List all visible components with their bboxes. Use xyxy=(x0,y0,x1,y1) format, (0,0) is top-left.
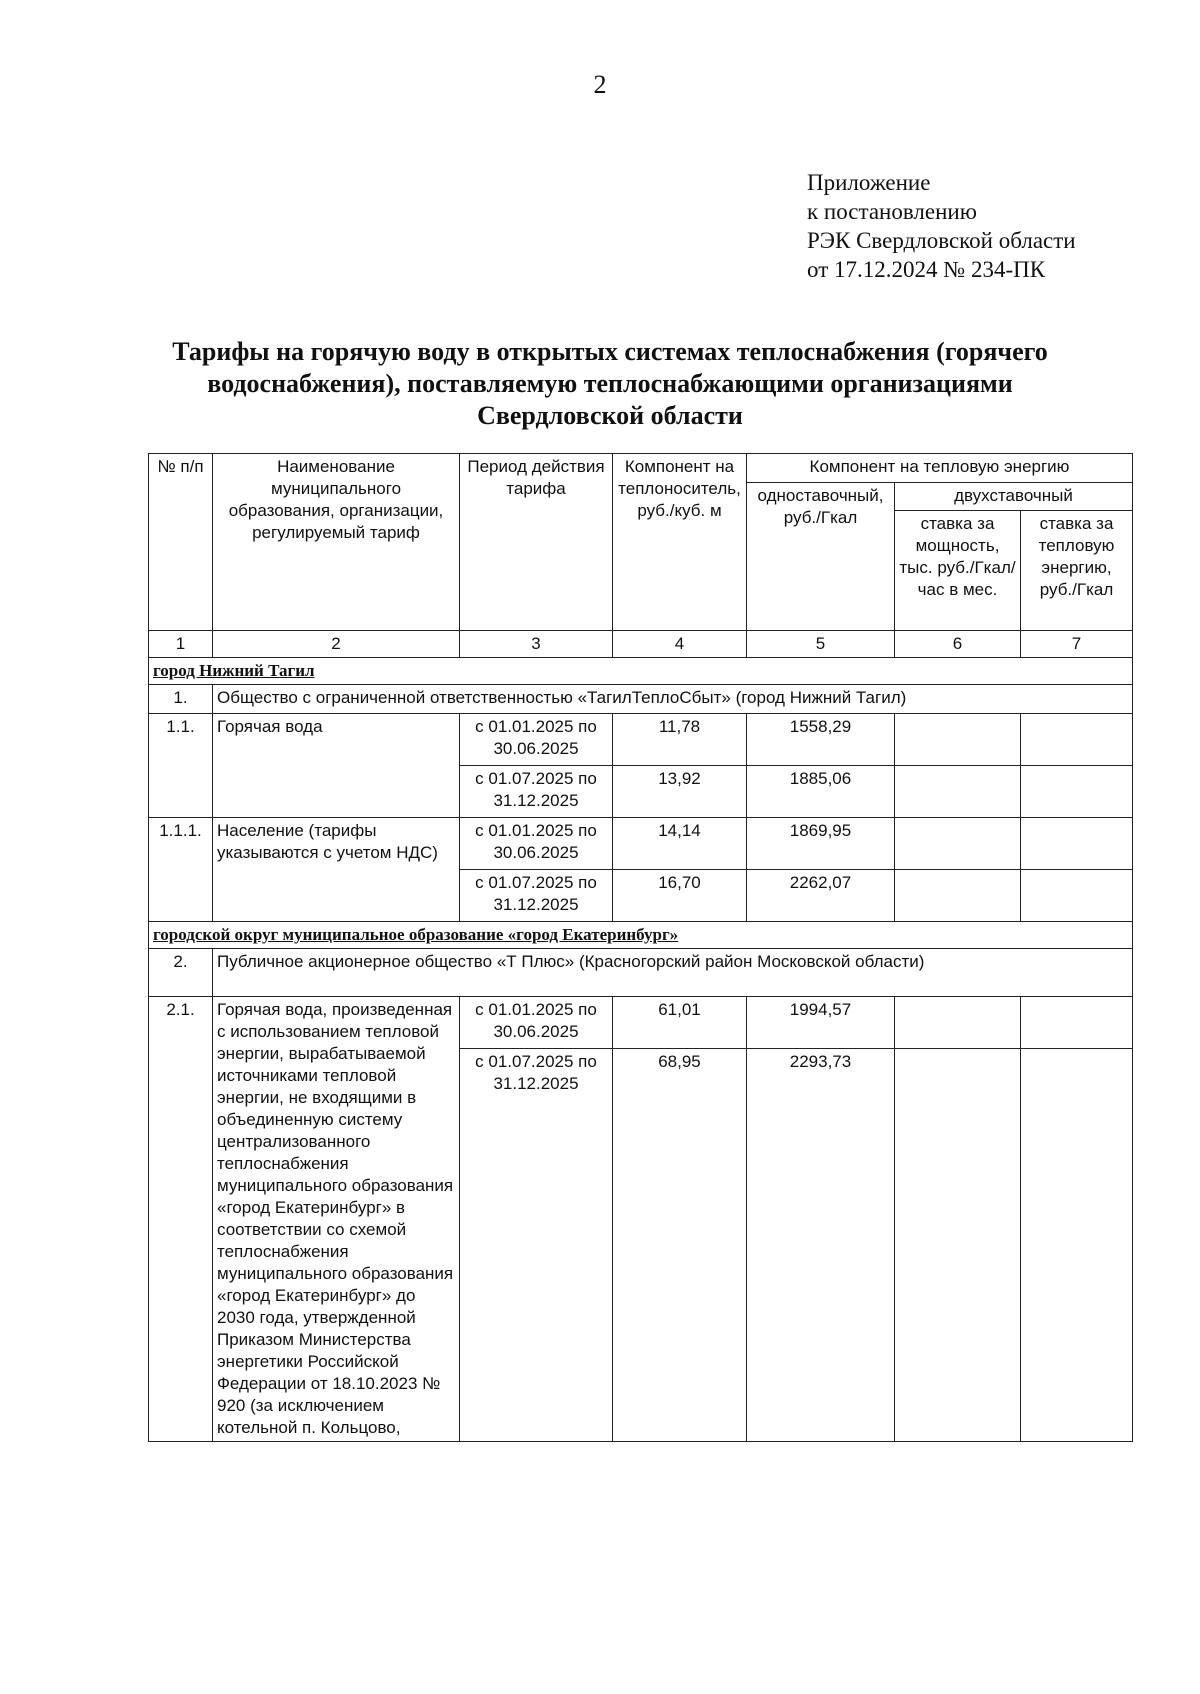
column-number: 5 xyxy=(747,631,895,658)
single-rate-value: 2262,07 xyxy=(747,870,895,922)
single-rate-value: 1994,57 xyxy=(747,997,895,1049)
item-name: Горячая вода, произведенная с использованием тепловой энергии, вырабатываемой источниками тепловой энергии, не входящими в объединенную систему централизованного теплоснабжения муниципального образования «город Екатеринбург» в соответствии со схемой теплоснабжения муниципального образования «город Екатеринбург» до 2030 года, утвержденной Приказом Министерства энергетики Российской Федерации от 18.10.2023 № 920 (за исключением котельной п. Кольцово, xyxy=(213,997,460,1442)
carrier-value: 16,70 xyxy=(613,870,747,922)
period-cell: с 01.07.2025 по 31.12.2025 xyxy=(460,1049,613,1442)
org-num: 2. xyxy=(149,949,213,997)
document-title: Тарифы на горячую воду в открытых системах теплоснабжения (горячего водоснабжения), поставляемую теплоснабжающими организациями Свердловской области xyxy=(172,337,1048,430)
carrier-value: 13,92 xyxy=(613,766,747,818)
energy-rate-value xyxy=(1021,1049,1133,1442)
energy-rate-value xyxy=(1021,766,1133,818)
appendix-line: РЭК Свердловской области xyxy=(807,228,1076,253)
header-two-rate: двухставочный xyxy=(895,483,1133,511)
period-cell: с 01.07.2025 по 31.12.2025 xyxy=(460,766,613,818)
energy-rate-value xyxy=(1021,870,1133,922)
item-name: Горячая вода xyxy=(213,714,460,818)
capacity-rate-value xyxy=(895,997,1021,1049)
capacity-rate-value xyxy=(895,714,1021,766)
carrier-value: 68,95 xyxy=(613,1049,747,1442)
tariff-table xyxy=(148,453,1133,1442)
period-cell: с 01.01.2025 по 30.06.2025 xyxy=(460,818,613,870)
single-rate-value: 2293,73 xyxy=(747,1049,895,1442)
energy-rate-value xyxy=(1021,818,1133,870)
page-number: 2 xyxy=(593,70,607,99)
column-number: 7 xyxy=(1021,631,1133,658)
single-rate-value: 1869,95 xyxy=(747,818,895,870)
capacity-rate-value xyxy=(895,766,1021,818)
appendix-line: к постановлению xyxy=(807,199,977,224)
header-num: № п/п xyxy=(149,454,213,631)
item-num: 1.1. xyxy=(149,714,213,818)
capacity-rate-value xyxy=(895,818,1021,870)
capacity-rate-value xyxy=(895,870,1021,922)
carrier-value: 61,01 xyxy=(613,997,747,1049)
period-cell: с 01.01.2025 по 30.06.2025 xyxy=(460,714,613,766)
header-carrier: Компонент на теплоноситель, руб./куб. м xyxy=(613,454,747,631)
header-period: Период действия тарифа xyxy=(460,454,613,631)
period-cell: с 01.07.2025 по 31.12.2025 xyxy=(460,870,613,922)
energy-rate-value xyxy=(1021,714,1133,766)
appendix-block xyxy=(807,168,1076,284)
header-energy-rate: ставка за тепловую энергию, руб./Гкал xyxy=(1021,511,1133,631)
period-cell: с 01.01.2025 по 30.06.2025 xyxy=(460,997,613,1049)
capacity-rate-value xyxy=(895,1049,1021,1442)
column-number: 6 xyxy=(895,631,1021,658)
item-num: 1.1.1. xyxy=(149,818,213,922)
single-rate-value: 1885,06 xyxy=(747,766,895,818)
column-number: 3 xyxy=(460,631,613,658)
column-number: 2 xyxy=(213,631,460,658)
appendix-line: от 17.12.2024 № 234-ПК xyxy=(807,257,1046,282)
energy-rate-value xyxy=(1021,997,1133,1049)
org-name: Общество с ограниченной ответственностью «ТагилТеплоСбыт» (город Нижний Тагил) xyxy=(213,685,1133,714)
appendix-line: Приложение xyxy=(807,170,931,195)
column-number: 4 xyxy=(613,631,747,658)
org-name: Публичное акционерное общество «Т Плюс» (Красногорский район Московской области) xyxy=(213,949,1133,997)
header-capacity-rate: ставка за мощность, тыс. руб./Гкал/час в мес. xyxy=(895,511,1021,631)
section-title: город Нижний Тагил xyxy=(149,658,1133,685)
column-number: 1 xyxy=(149,631,213,658)
carrier-value: 11,78 xyxy=(613,714,747,766)
single-rate-value: 1558,29 xyxy=(747,714,895,766)
org-num: 1. xyxy=(149,685,213,714)
item-name: Население (тарифы указываются с учетом НДС) xyxy=(213,818,460,922)
item-num: 2.1. xyxy=(149,997,213,1442)
header-heat-group: Компонент на тепловую энергию xyxy=(747,454,1133,483)
section-title: городской округ муниципальное образование «город Екатеринбург» xyxy=(149,922,1133,949)
header-single-rate: одноставочный, руб./Гкал xyxy=(747,483,895,631)
carrier-value: 14,14 xyxy=(613,818,747,870)
header-name: Наименование муниципального образования, организации, регулируемый тариф xyxy=(213,454,460,631)
